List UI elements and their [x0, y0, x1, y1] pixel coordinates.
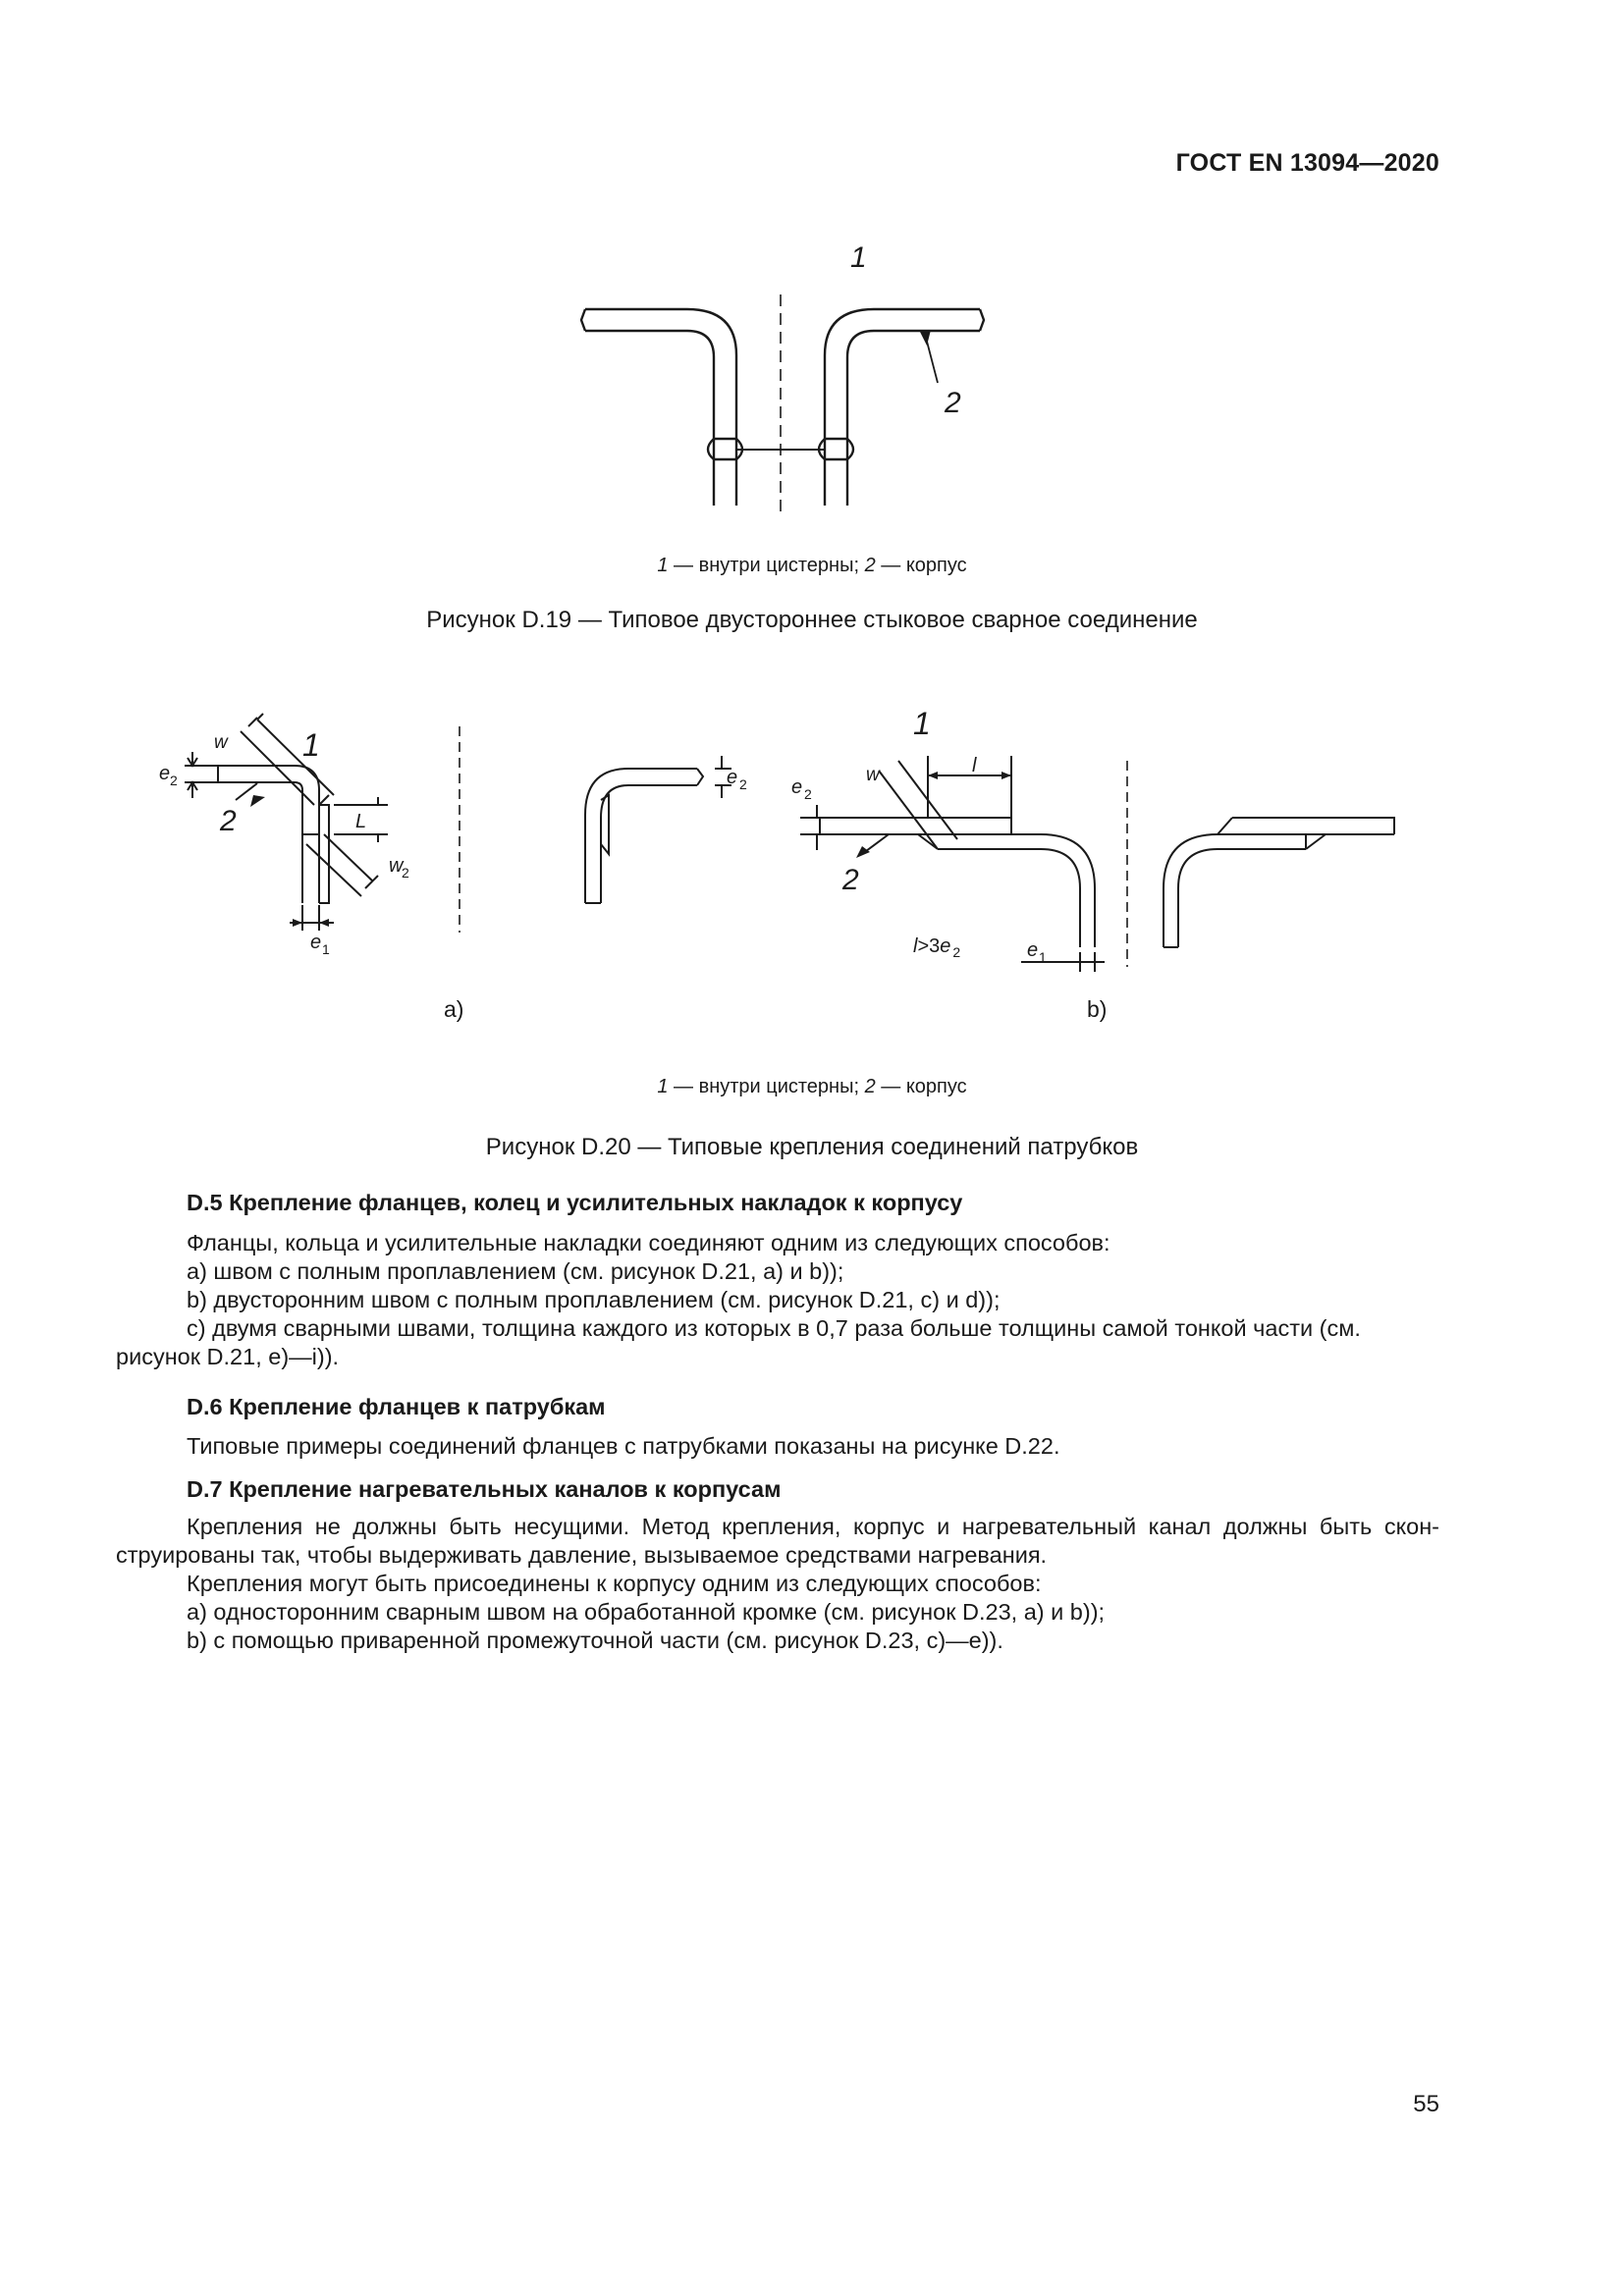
section-d7-body	[116, 1513, 1439, 1655]
fig20a-label-e2-right-sub: 2	[739, 776, 747, 792]
fig20b-label-2: 2	[842, 864, 859, 896]
section-d6-title: D.6 Крепление фланцев к патрубкам	[187, 1394, 606, 1419]
fig20a-label-e2-sub: 2	[170, 773, 178, 788]
d7-paragraph-2: Крепления могут быть присоединены к корпусу одним из следующих способов:	[187, 1571, 1042, 1596]
fig19-label-1: 1	[850, 241, 867, 274]
section-d7-title: D.7 Крепление нагревательных каналов к корпусам	[187, 1476, 782, 1502]
section-d6-body	[116, 1432, 1439, 1461]
section-d5-body	[116, 1229, 1439, 1371]
fig20b-condition: l>3e $_2$	[913, 935, 961, 960]
fig20a-label-w2-sub: 2	[402, 865, 409, 881]
fig20a-label-e1-sub: 1	[322, 941, 330, 957]
fig20b-label-w: w	[866, 765, 880, 785]
section-d5-title: D.5 Крепление фланцев, колец и усилительных накладок к корпусу	[187, 1190, 963, 1215]
fig20a-label-1: 1	[302, 727, 320, 763]
fig19-legend	[0, 555, 1624, 577]
fig20b-label-1: 1	[913, 706, 931, 741]
fig19-legend-t1: — внутри цистерны;	[668, 555, 865, 576]
fig20-legend-t1: — внутри цистерны;	[668, 1076, 865, 1097]
d7-paragraph-1: Крепления не должны быть несущими. Метод крепления, корпус и нагревательный канал должны быть скон-струированы так, чтобы выдерживать давление, вызываемое средствами нагревания.	[116, 1514, 1439, 1568]
fig20a-part-label: a)	[444, 996, 464, 1022]
fig19-legend-n1: 1	[657, 555, 669, 576]
fig20-caption: Рисунок D.20 — Типовые крепления соединений патрубков	[485, 1134, 1139, 1160]
d5-paragraph-3: b) двусторонним швом с полным проплавлением (см. рисунок D.21, c) и d));	[187, 1287, 1001, 1312]
fig20a-label-2: 2	[220, 805, 237, 837]
fig20b-part-label: b)	[1087, 996, 1108, 1022]
fig20a-label-w: w	[214, 732, 228, 753]
fig19-legend-n2: 2	[864, 555, 876, 576]
fig20a-label-e2: e	[159, 763, 171, 784]
fig20a-label-e2-right: e	[727, 767, 738, 788]
fig20-legend	[0, 1076, 1624, 1098]
fig20a-label-e1: e	[310, 932, 322, 953]
figure-d19-drawing	[550, 236, 1011, 520]
d6-paragraph-1: Типовые примеры соединений фланцев с патрубками показаны на рисунке D.22.	[187, 1433, 1060, 1459]
d5-paragraph-2: а) швом с полным проплавлением (см. рисунок D.21, а) и b));	[187, 1258, 844, 1284]
fig20a-label-w2: w	[389, 855, 404, 877]
d5-paragraph-1: Фланцы, кольца и усилительные накладки соединяют одним из следующих способов:	[187, 1230, 1110, 1255]
fig20-legend-t2: — корпус	[875, 1076, 967, 1097]
figure-d20-drawing	[147, 697, 1424, 1031]
fig19-caption: Рисунок D.19 — Типовое двустороннее стыковое сварное соединение	[426, 607, 1198, 633]
fig19-legend-t2: — корпус	[875, 555, 967, 576]
fig20b-label-e2-sub: 2	[804, 786, 812, 802]
fig20b-label-e2: e	[791, 776, 803, 798]
fig20b-label-l: l	[972, 755, 977, 776]
page-number: 55	[1413, 2091, 1439, 2117]
fig20-legend-n1: 1	[657, 1076, 669, 1097]
fig20-legend-n2: 2	[864, 1076, 876, 1097]
fig20b-label-e1-sub: 1	[1039, 949, 1047, 965]
fig20b-label-e1: e	[1027, 939, 1039, 961]
d7-paragraph-4: b) с помощью приваренной промежуточной части (см. рисунок D.23, c)—e)).	[187, 1628, 1003, 1653]
document-header: ГОСТ EN 13094—2020	[1175, 149, 1439, 177]
fig20a-label-L: L	[355, 811, 367, 832]
d7-paragraph-3: a) односторонним сварным швом на обработанной кромке (см. рисунок D.23, a) и b));	[187, 1599, 1106, 1625]
d5-paragraph-4: c) двумя сварными швами, толщина каждого из которых в 0,7 раза больше толщины самой тонкой части (см. рисунок D.21, e)—i)).	[116, 1315, 1361, 1369]
fig19-label-2: 2	[945, 387, 961, 419]
